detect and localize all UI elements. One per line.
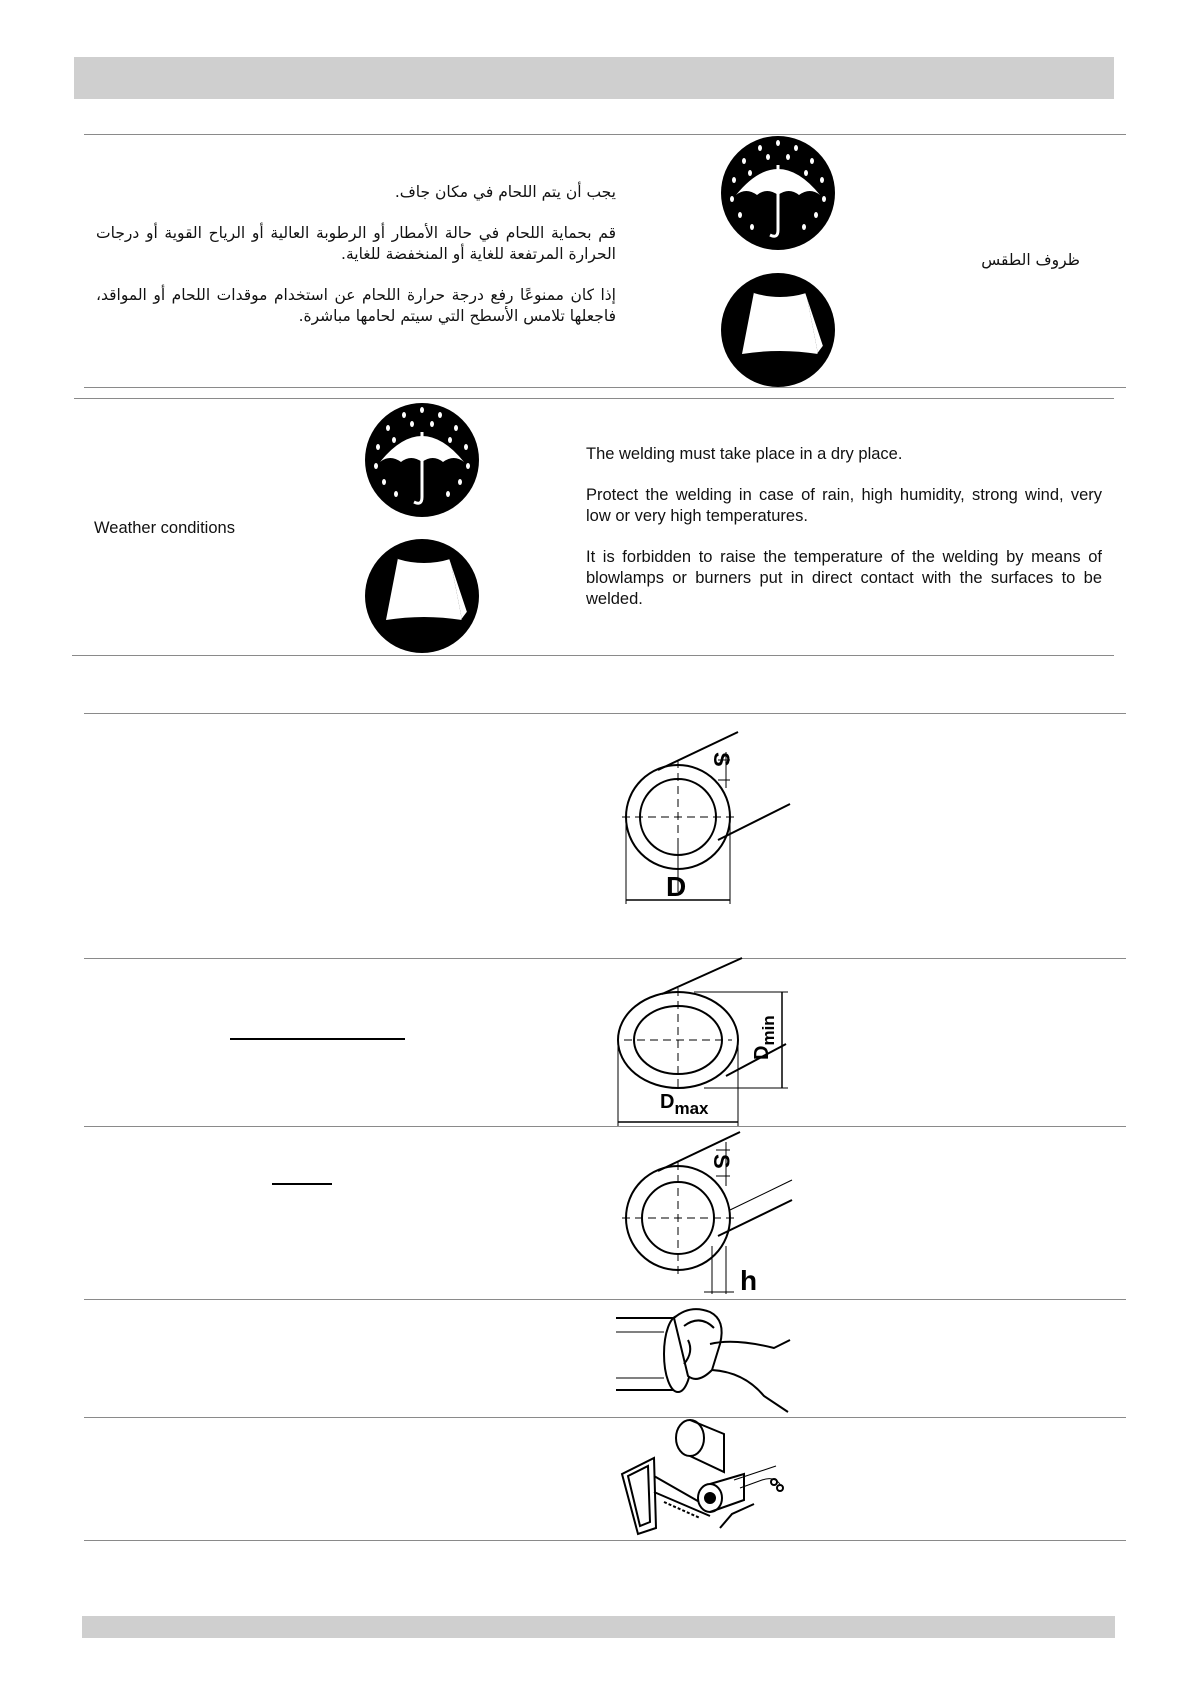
arabic-paragraph-1: يجب أن يتم اللحام في مكان جاف. <box>394 183 616 201</box>
shelter-tent-icon <box>364 538 480 654</box>
divider <box>84 1299 1126 1300</box>
shelter-tent-icon <box>720 272 836 388</box>
underline-mark <box>272 1183 332 1185</box>
arabic-paragraph-2: قم بحماية اللحام في حالة الأمطار أو الرطوبة العالية أو الرياح القوية أو درجات الحرارة المرتفعة للغاية أو المنخفضة للغاية. <box>96 224 616 263</box>
pipe-misalignment-diagram <box>620 1126 800 1296</box>
underline-mark <box>230 1038 405 1040</box>
pipe-wall-thickness-diagram <box>618 732 798 912</box>
label-dmax: $D_{max}$ <box>660 1091 709 1118</box>
divider <box>84 713 1126 714</box>
umbrella-rain-icon <box>720 135 836 251</box>
english-paragraph-3: It is forbidden to raise the temperature of the welding by means of blowlamps or burners put in direct contact with the surfaces to be welded. <box>586 548 1102 608</box>
divider <box>84 387 1126 388</box>
english-section-title: Weather conditions <box>94 519 235 537</box>
divider <box>84 1126 1126 1127</box>
english-paragraph-2: Protect the welding in case of rain, high humidity, strong wind, very low or very high temperatures. <box>586 486 1102 525</box>
label-s: S <box>709 1154 734 1169</box>
label-h: h <box>740 1265 758 1296</box>
label-dmin: $D_{min}$ <box>751 1015 778 1060</box>
divider <box>72 655 1114 656</box>
label-d: D <box>666 871 687 902</box>
divider <box>74 398 1114 399</box>
english-body-text <box>586 444 1102 630</box>
english-paragraph-1: The welding must take place in a dry place. <box>586 445 903 463</box>
header-bar <box>74 57 1114 99</box>
divider <box>84 1417 1126 1418</box>
divider <box>84 1540 1126 1541</box>
pipe-alignment-clamp-icon <box>614 1418 794 1538</box>
divider <box>84 134 1126 135</box>
arabic-paragraph-3: إذا كان ممنوعًا رفع درجة حرارة اللحام عن استخدام موقدات اللحام أو المواقد، فاجعلها تلامس الأسطح التي سيتم لحامها مباشرة. <box>96 286 616 325</box>
label-s: S <box>709 752 734 767</box>
umbrella-rain-icon <box>364 402 480 518</box>
divider <box>84 958 1126 959</box>
pipe-cleaning-hand-icon <box>614 1300 794 1416</box>
pipe-ovality-diagram <box>614 958 804 1128</box>
arabic-body-text <box>96 182 616 347</box>
arabic-section-title: ظروف الطقس <box>981 251 1080 269</box>
footer-bar <box>82 1616 1115 1638</box>
